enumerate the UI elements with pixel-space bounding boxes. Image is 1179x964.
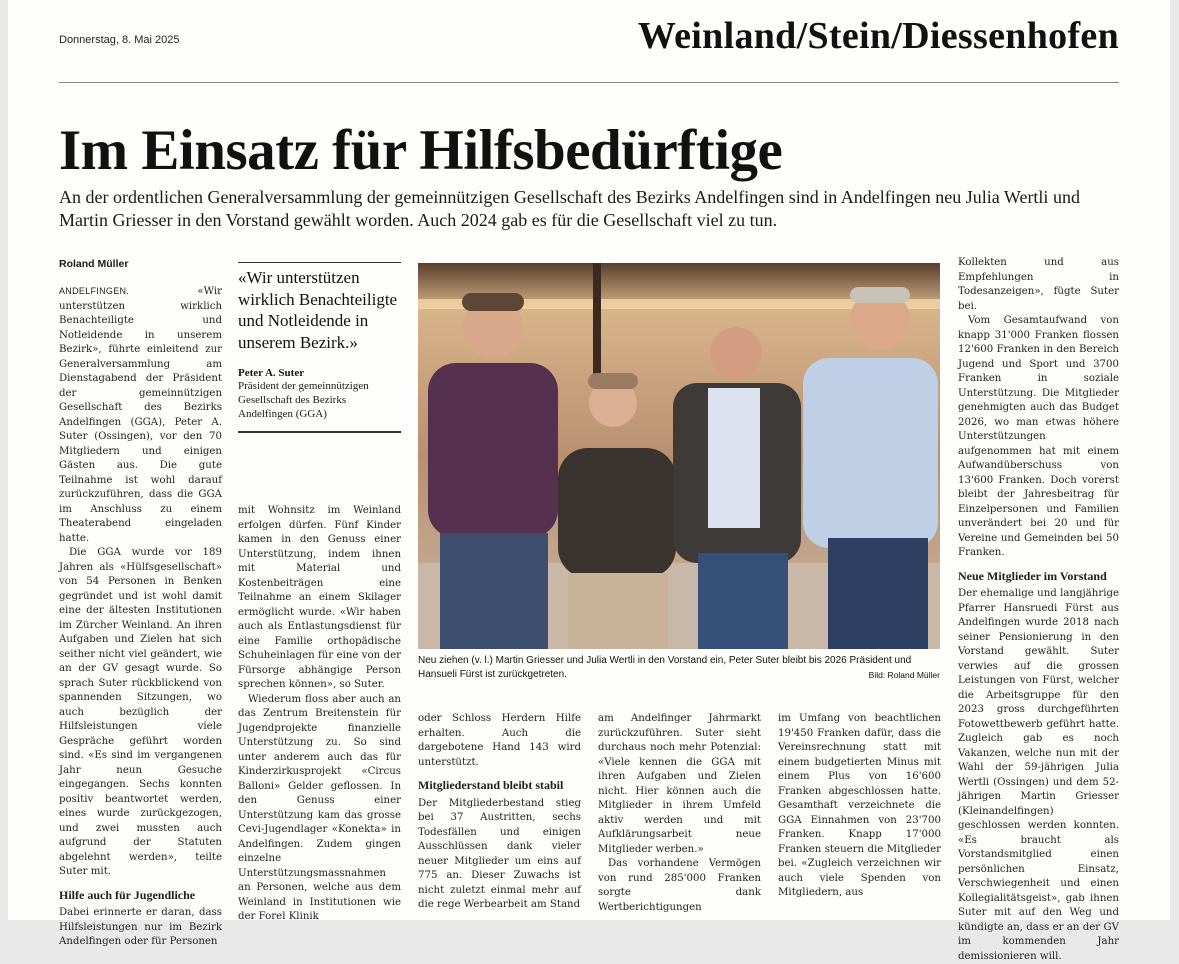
- article-photo: [418, 263, 940, 649]
- photo-caption: [418, 654, 940, 682]
- paragraph: Wiederum floss aber auch an das Zentrum Breitenstein für Jugendprojekte finanzielle Unterstützung zu. So sind unter anderem auch das für Kinderzirkusprojekt «Circus Balloni» Gelder geflossen. In den Genuss einer Unterstützung kam das grosse Cevi-Jugendlager «Konekta» in Andelfingen. Zudem gingen einzelne Unterstützungsmassnahmen an Personen, welche aus dem Weinland in Institutionen wie der Forel Klinik: [238, 693, 401, 922]
- photo-credit: Bild: Roland Müller: [868, 670, 940, 680]
- group-photo-image: [418, 263, 940, 649]
- section-title: Weinland/Stein/Diessenhofen: [637, 15, 1119, 57]
- article-column-5: [778, 712, 941, 901]
- article-author: Roland Müller: [59, 258, 129, 270]
- article-column-6: [958, 256, 1119, 964]
- paragraph: Kollekten und aus Empfehlungen in Todesanzeigen», fügte Suter bei.: [958, 257, 1119, 312]
- pull-quote: [238, 262, 401, 433]
- pull-quote-text: «Wir unterstützen wirklich Benachteiligte und Notleidende in unserem Bezirk.»: [238, 268, 398, 352]
- newspaper-page: [8, 0, 1170, 962]
- paragraph: im Umfang von beachtlichen 19'450 Franken dafür, dass die Vereinsrechnung statt mit einem budgetierten Minus mit einem Plus von 16'600 Franken abgeschlossen hatte. Gesamthaft verzeichnete die GGA Einnahmen von 23'700 Franken. Knapp 17'000 Franken steuern die Mitglieder bei. «Zugleich verzeichnen wir auch viele Spenden von Mitgliedern, aus: [778, 713, 941, 898]
- subheading: Neue Mitglieder im Vorstand: [958, 568, 1107, 583]
- subheading: Mitgliederstand bleibt stabil: [418, 778, 564, 792]
- paragraph: Das vorhandene Vermögen von rund 285'000 Franken sorgte dank Wertberichtigungen: [598, 858, 761, 913]
- paragraph: am Andelfinger Jahrmarkt zurückzuführen. Suter sieht durchaus noch mehr Potenzial: «Viele kennen die GGA mit ihren Aufgaben und Zielen nicht. Hier können auch die Mitglieder in ihrem Umfeld aktiv werden und mit Aufklärungsarbeit neue Mitglieder werben.»: [598, 713, 761, 855]
- pull-quote-role: Präsident der gemeinnützigen Gesellschaft des Bezirks Andelfingen (GGA): [238, 380, 369, 420]
- paragraph: Dabei erinnerte er daran, dass Hilfsleistungen nur im Bezirk Andelfingen oder für Personen: [59, 907, 222, 947]
- header-divider: [59, 82, 1119, 83]
- paragraph: oder Schloss Herdern Hilfe erhalten. Auch die dargebotene Hand 143 wird unterstützt.: [418, 713, 581, 768]
- article-headline: Im Einsatz für Hilfsbedürftige: [59, 119, 783, 182]
- article-column-2: [238, 504, 401, 925]
- subheading: Hilfe auch für Jugendliche: [59, 887, 196, 902]
- article-column-3: [418, 712, 581, 913]
- pull-quote-author: Peter A. Suter: [238, 367, 305, 379]
- issue-date: Donnerstag, 8. Mai 2025: [59, 34, 180, 46]
- article-column-1: [59, 284, 222, 950]
- paragraph: [59, 284, 222, 546]
- article-lead: An der ordentlichen Generalversammlung der gemeinnützigen Gesellschaft des Bezirks Andelfingen sind in Andelfingen neu Julia Wertli und Martin Griesser in den Vorstand gewählt worden. Auch 2024 gab es für die Gesellschaft viel zu tun.: [59, 187, 1080, 230]
- paragraph: Vom Gesamtaufwand von knapp 31'000 Franken flossen 12'600 Franken in den Bereich Jugend und Sport und 3700 Franken in soziale Unterstützung. Die Mitglieder genehmigten auch das Budget 2026, wo man etwas höhere Unterstützungen aufgenommen hat mit einem Aufwandüberschuss von 13'600 Franken. Doch vorerst bleibt der Jahresbeitrag für Einzelpersonen und Familien unverändert bei 20 und für Vereine und Gemeinden bei 50 Franken.: [958, 315, 1119, 558]
- paragraph: mit Wohnsitz im Weinland erfolgen dürfen. Fünf Kinder kamen in den Genuss einer Unterstützung, indem ihnen mit Material und Kostenbeiträgen eine Teilnahme an einem Skilager ermöglicht wurde. «Wir haben auch als Entlastungsdienst für eine Familie orthopädische Schuheinlagen für eine von der Fürsorge abhängige Person sprechen können», so Suter.: [238, 505, 401, 690]
- paragraph: Der ehemalige und langjährige Pfarrer Hansruedi Fürst aus Andelfingen wurde 2018 nach seiner Pensionierung in den Vorstand gewählt. Suter verwies auf die grossen Leistungen von Fürst, welcher die Arbeitsgruppe für den 2023 gross durchgeführten Fotowettbewerb geführt hatte. Zugleich gab es noch Vakanzen, welche nun mit der Wahl der 59-jährigen Julia Wertli (Ossingen) und dem 52-jährigen Martin Griesser (Kleinandelfingen) geschlossen werden konnten. «Es braucht als Vorstandsmitglied einen persönlichen Einsatz, Verschwiegenheit und einen Kollegialitätsgeist», gab ihnen Suter mit auf den Weg und kündigte an, dass er an der GV im kommenden Jahr demissionieren will.: [958, 588, 1119, 962]
- photo-caption-text: Neu ziehen (v. l.) Martin Griesser und Julia Wertli in den Vorstand ein, Peter Suter bleibt bis 2026 Präsident und Hansueli Fürst ist zurückgetreten.: [418, 655, 912, 680]
- article-column-4: [598, 712, 761, 915]
- paragraph-text: «Wir unterstützen wirklich Benachteiligte und Notleidende in unserem Bezirk», führte einleitend zur Generalversammlung am Dienstagabend der Präsident der gemeinnützigen Gesellschaft des Bezirks Andelfingen (GGA), Peter A. Suter (Ossingen), vor den 70 Mitgliedern und einigen Gästen aus. Die gute Teilnahme ist wohl darauf zurückzuführen, dass die GGA im Anschluss zu einem Theaterabend eingeladen hatte.: [59, 286, 222, 544]
- paragraph: Die GGA wurde vor 189 Jahren als «Hülfsgesellschaft» von 54 Personen in Benken gegründet und ist wohl damit eine der ältesten Institutionen im Zürcher Weinland. An ihren Aufgaben und Zielen hat sich seither nicht viel geändert, wie an der GV gesagt wurde. So sprach Suter rückblickend von spannenden Sitzungen, wo auch bezüglich der Hilfsleistungen viele Gespräche geführt worden sind. «Es sind im vergangenen Jahr neun Gesuche eingegangen. Sechs konnten positiv beantwortet werden, eines wurde zurückgezogen, und zwei mussten auch aufgrund der Statuten abgelehnt werden», teilte Suter mit.: [59, 547, 222, 877]
- dateline: ANDELFINGEN.: [59, 286, 130, 296]
- paragraph: Der Mitgliederbestand stieg bei 37 Austritten, sechs Todesfällen und einigen Ausschlüssen dank vieler neuer Mitglieder um eins auf 775 an. Dieser Zuwachs ist nicht zuletzt einmal mehr auf die rege Werbearbeit am Stand: [418, 797, 581, 910]
